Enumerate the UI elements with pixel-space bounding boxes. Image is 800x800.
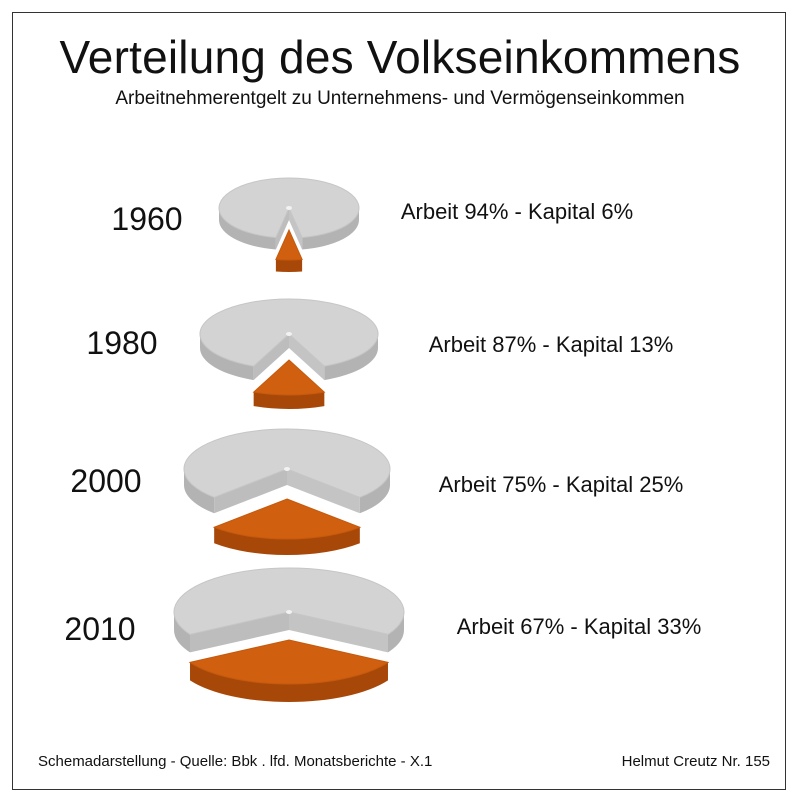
- year-label: 1980: [86, 325, 158, 361]
- pie-1980: [86, 299, 673, 409]
- share-label: Arbeit 75% - Kapital 25%: [438, 472, 684, 497]
- slice-kapital: [214, 499, 360, 555]
- share-label: Arbeit 87% - Kapital 13%: [428, 332, 674, 357]
- share-label: Arbeit 67% - Kapital 33%: [456, 614, 702, 639]
- year-label: 2000: [70, 463, 142, 499]
- share-label: Arbeit 94% - Kapital 6%: [400, 199, 634, 224]
- source-note: Schemadarstellung - Quelle: Bbk . lfd. Monatsberichte - X.1: [38, 753, 433, 770]
- author-note: Helmut Creutz Nr. 155: [621, 753, 770, 770]
- year-label: 1960: [111, 201, 183, 237]
- year-label: 2010: [64, 611, 136, 647]
- pie-2000: [70, 429, 683, 555]
- pie-1960: [111, 178, 633, 272]
- pie-2010: [64, 568, 701, 702]
- slice-kapital: [190, 640, 388, 702]
- chart-title: Verteilung des Volkseinkommens: [59, 31, 741, 83]
- chart-subtitle: Arbeitnehmerentgelt zu Unternehmens- und Vermögenseinkommen: [115, 88, 685, 109]
